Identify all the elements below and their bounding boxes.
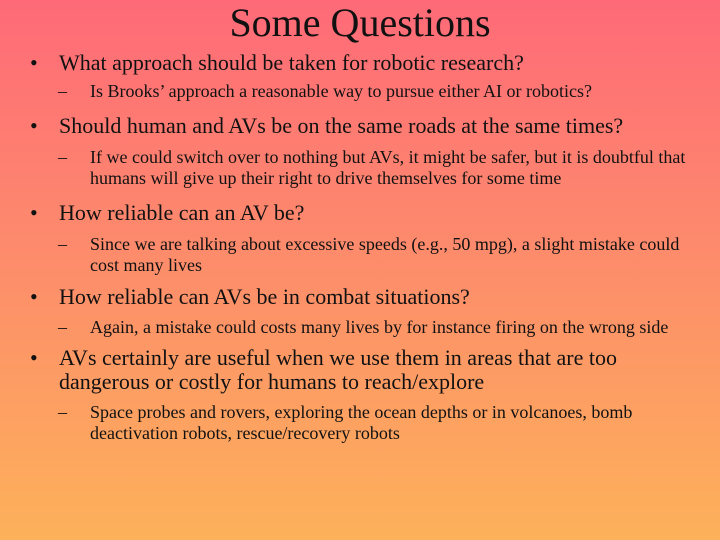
- bullet-item: [30, 285, 700, 309]
- bullet-marker: •: [30, 113, 38, 138]
- sub-bullet-item: [30, 402, 700, 444]
- bullet-marker: •: [30, 200, 38, 225]
- sub-bullet-item: [30, 317, 700, 338]
- bullet-item: [30, 51, 700, 75]
- sub-bullet-text: Again, a mistake could costs many lives by for instance firing on the wrong side: [90, 317, 669, 337]
- bullet-item: [30, 114, 700, 138]
- bullet-item: [30, 201, 700, 225]
- bullet-text: How reliable can an AV be?: [59, 200, 305, 225]
- bullet-text: How reliable can AVs be in combat situations?: [59, 284, 470, 309]
- sub-bullet-item: [30, 147, 700, 189]
- sub-bullet-marker: –: [58, 234, 67, 254]
- sub-bullet-text: Since we are talking about excessive speeds (e.g., 50 mpg), a slight mistake could cost many lives: [90, 234, 680, 275]
- sub-bullet-marker: –: [58, 147, 67, 167]
- bullet-text: Should human and AVs be on the same roads at the same times?: [59, 113, 624, 138]
- bullet-list: [30, 50, 700, 444]
- bullet-marker: •: [30, 284, 38, 309]
- bullet-marker: •: [30, 50, 38, 75]
- bullet-text: What approach should be taken for robotic research?: [59, 50, 524, 75]
- sub-bullet-text: If we could switch over to nothing but AVs, it might be safer, but it is doubtful that humans will give up their right to drive themselves for some time: [90, 147, 686, 188]
- bullet-text: AVs certainly are useful when we use them in areas that are too dangerous or costly for humans to reach/explore: [59, 345, 617, 394]
- sub-bullet-marker: –: [58, 402, 67, 422]
- bullet-marker: •: [30, 345, 38, 370]
- sub-bullet-marker: –: [58, 81, 67, 101]
- sub-bullet-text: Is Brooks’ approach a reasonable way to pursue either AI or robotics?: [90, 81, 592, 101]
- sub-bullet-item: [30, 81, 700, 102]
- sub-bullet-item: [30, 234, 700, 276]
- sub-bullet-marker: –: [58, 317, 67, 337]
- bullet-item: [30, 346, 700, 394]
- slide-title: Some Questions: [229, 0, 491, 45]
- sub-bullet-text: Space probes and rovers, exploring the ocean depths or in volcanoes, bomb deactivation robots, rescue/recovery robots: [90, 402, 633, 443]
